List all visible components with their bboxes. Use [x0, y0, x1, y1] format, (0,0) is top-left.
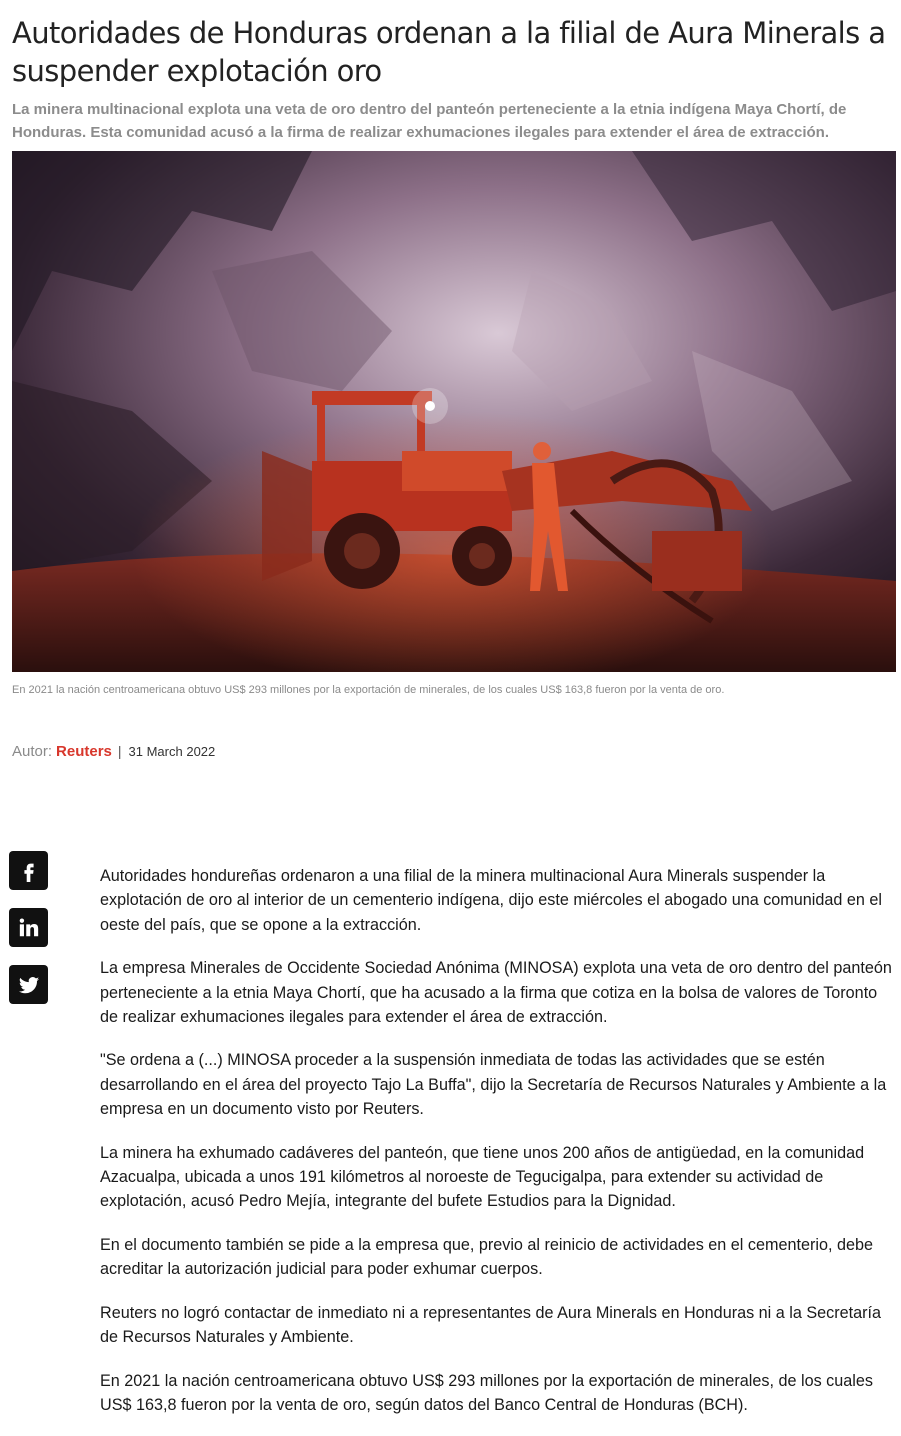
article-paragraph: La minera ha exhumado cadáveres del panteón, que tiene unos 200 años de antigüedad, en la comunidad Azacualpa, ubicada a unos 191 kilómetros al noroeste de Tegucigalpa, para extender su actividad de explotación, acusó Pedro Mejía, integrante del bufete Estudios para la Dignidad. — [100, 1143, 865, 1211]
article-body — [100, 864, 892, 1436]
image-caption: En 2021 la nación centroamericana obtuvo US$ 293 millones por la exportación de minerales, de los cuales US$ 163,8 fueron por la venta de oro. — [12, 684, 725, 696]
author-link[interactable]: Reuters — [56, 742, 112, 760]
share-bar — [9, 851, 48, 1022]
share-facebook-button[interactable] — [9, 851, 48, 890]
article-paragraph: Autoridades hondureñas ordenaron a una filial de la minera multinacional Aura Minerals suspender la explotación de oro al interior de un cementerio indígena, dijo este miércoles el abogado una comunidad en el oeste del país, que se opone a la extracción. — [100, 867, 883, 934]
publish-date: 31 March 2022 — [128, 743, 216, 759]
article-byline — [12, 740, 215, 762]
article-subheadline: La minera multinacional explota una veta de oro dentro del panteón perteneciente a la etnia indígena Maya Chortí, de Honduras. Esta comunidad acusó a la firma de realizar exhumaciones ilegales para extender el área de extracción. — [12, 101, 847, 141]
facebook-icon — [18, 860, 40, 882]
article-paragraph: "Se ordena a (...) MINOSA proceder a la suspensión inmediata de todas las actividades que se estén desarrollando en el área del proyecto Tajo La Buffa", dijo la Secretaría de Recursos Naturales y Ambiente a la empresa en un documento visto por Reuters. — [100, 1051, 887, 1119]
article-paragraph: En 2021 la nación centroamericana obtuvo US$ 293 millones por la exportación de minerales, de los cuales US$ 163,8 fueron por la venta de oro, según datos del Banco Central de Honduras (BCH). — [100, 1371, 873, 1414]
article-photo — [12, 151, 896, 672]
share-linkedin-button[interactable] — [9, 908, 48, 947]
article-paragraph: En el documento también se pide a la empresa que, previo al reinicio de actividades en el cementerio, debe acreditar la autorización judicial para poder exhumar cuerpos. — [100, 1235, 873, 1279]
twitter-icon — [18, 974, 40, 996]
byline-separator: | — [117, 743, 122, 759]
article-paragraph: Reuters no logró contactar de inmediato ni a representantes de Aura Minerals en Honduras ni a la Secretaría de Recursos Naturales y Ambiente. — [100, 1303, 882, 1347]
article-paragraph: La empresa Minerales de Occidente Sociedad Anónima (MINOSA) explota una veta de oro dentro del panteón perteneciente a la etnia Maya Chortí, que ha acusado a la firma que cotiza en la bolsa de valores de Toronto de realizar exhumaciones ilegales para extender el área de extracción. — [100, 959, 892, 1027]
byline-label: Autor: — [12, 742, 53, 760]
linkedin-icon — [18, 917, 40, 939]
article-headline: Autoridades de Honduras ordenan a la filial de Aura Minerals a suspender explotación oro — [12, 16, 886, 88]
share-twitter-button[interactable] — [9, 965, 48, 1004]
